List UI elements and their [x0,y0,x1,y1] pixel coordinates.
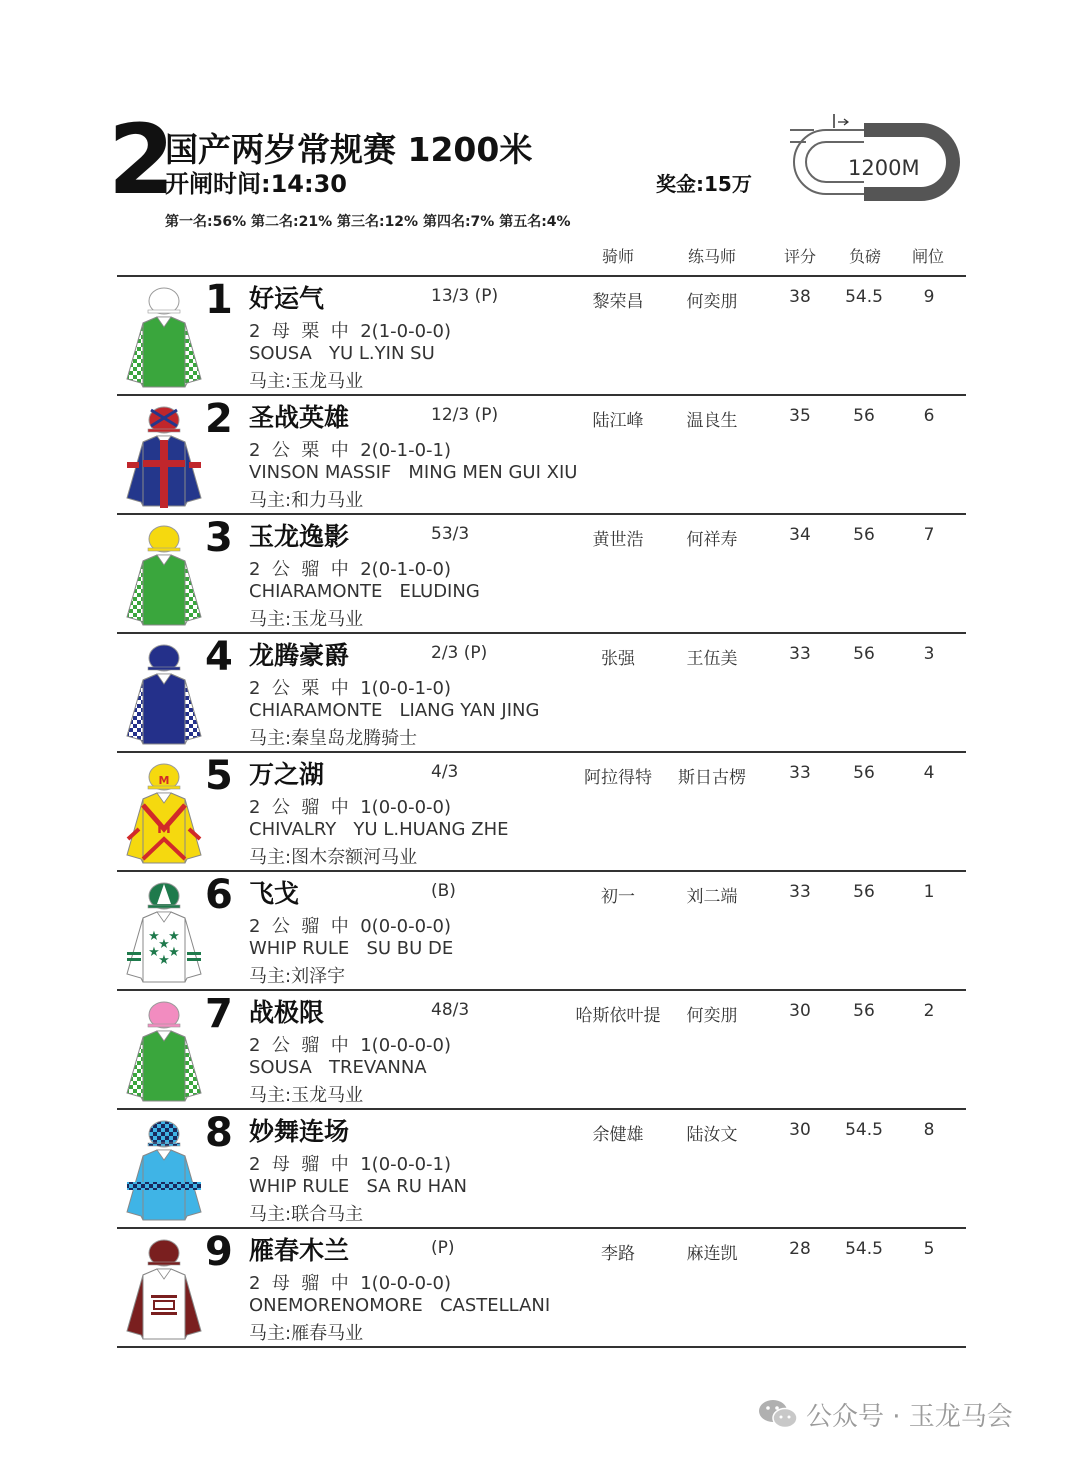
svg-text:★: ★ [158,953,170,968]
runner-number: 7 [205,991,233,1037]
jockey-name: 张强 [601,649,635,669]
jockey-name: 余健雄 [592,1125,644,1145]
runner-odds: 2/3 (P) [431,643,488,663]
rating-value: 34 [789,525,811,545]
rating-value: 33 [789,882,811,902]
svg-text:★: ★ [168,929,180,944]
sire-dam: SOUSA TREVANNA [249,1057,427,1078]
runner-row [117,991,966,1110]
horse-name: 飞戈 [249,879,300,908]
runner-odds: 13/3 (P) [431,286,499,306]
jockey-silks-icon [121,521,207,629]
trainer-name: 陆汝文 [686,1125,738,1145]
horse-owner: 马主:和力马业 [249,490,364,511]
row-divider [117,1346,966,1348]
sire-dam: VINSON MASSIF MING MEN GUI XIU [249,462,578,483]
horse-info: 2 公 骝 中 1(0-0-0-0) [249,797,452,818]
jockey-name: 阿拉得特 [584,768,652,788]
jockey-name: 黄世浩 [592,530,644,550]
horse-name: 龙腾豪爵 [249,641,350,670]
runner-row [117,1110,966,1229]
jockey-silks-icon [121,759,207,867]
horse-name: 万之湖 [249,760,325,789]
rating-value: 33 [789,763,811,783]
horse-owner: 马主:刘泽宇 [249,966,346,987]
runner-row [117,515,966,634]
race-number: 2 [108,104,175,216]
trainer-name: 麻连凯 [686,1244,738,1264]
weight-value: 54.5 [845,1120,883,1140]
col-header-rating: 评分 [784,247,817,266]
trainer-name: 温良生 [686,411,738,431]
draw-value: 5 [923,1239,935,1259]
footer-account-name: 公众号 · 玉龙马会 [806,1402,1013,1432]
weight-value: 54.5 [845,1239,883,1259]
rating-value: 35 [789,406,811,426]
weight-value: 56 [853,882,875,902]
race-prize: 奖金:15万 [656,172,752,196]
weight-value: 56 [853,644,875,664]
prize-split: 第一名:56% 第二名:21% 第三名:12% 第四名:7% 第五名:4% [165,214,571,230]
draw-value: 7 [923,525,935,545]
trainer-name: 刘二端 [686,887,738,907]
horse-owner: 马主:玉龙马业 [249,1085,364,1106]
trainer-name: 何祥寿 [686,530,738,550]
col-header-draw: 闸位 [912,247,945,266]
jockey-silks-icon [121,1235,207,1343]
horse-name: 好运气 [249,284,325,313]
runner-row [117,634,966,753]
sire-dam: CHIARAMONTE ELUDING [249,581,480,602]
runner-number: 8 [205,1110,233,1156]
horse-info: 2 母 栗 中 2(1-0-0-0) [249,321,452,342]
draw-value: 1 [923,882,935,902]
sire-dam: WHIP RULE SA RU HAN [249,1176,467,1197]
weight-value: 56 [853,1001,875,1021]
draw-value: 6 [923,406,935,426]
runner-number: 6 [205,872,233,918]
weight-value: 54.5 [845,287,883,307]
runner-number: 9 [205,1229,233,1275]
runner-row [117,872,966,991]
trainer-name: 斯日古楞 [678,768,746,788]
trainer-name: 王伍美 [686,649,738,669]
horse-name: 雁春木兰 [249,1236,350,1265]
horse-info: 2 公 骝 中 1(0-0-0-0) [249,1035,452,1056]
sire-dam: WHIP RULE SU BU DE [249,938,454,959]
runner-odds: 48/3 [431,1000,470,1020]
jockey-name: 哈斯依叶提 [575,1006,661,1026]
weight-value: 56 [853,406,875,426]
horse-name: 圣战英雄 [249,403,350,432]
runner-number: 3 [205,515,233,561]
runner-row [117,277,966,396]
horse-info: 2 母 骝 中 1(0-0-0-1) [249,1154,452,1175]
sire-dam: CHIVALRY YU L.HUANG ZHE [249,819,509,840]
horse-owner: 马主:图木奈额河马业 [249,847,418,868]
runner-number: 5 [205,753,233,799]
draw-value: 2 [923,1001,935,1021]
horse-info: 2 公 栗 中 1(0-0-1-0) [249,678,452,699]
trainer-name: 何奕朋 [686,1006,738,1026]
runner-odds: 4/3 [431,762,459,782]
race-title: 国产两岁常规赛 1200米 [165,130,533,169]
draw-value: 9 [923,287,935,307]
jockey-name: 李路 [601,1244,635,1264]
horse-info: 2 公 骝 中 0(0-0-0-0) [249,916,452,937]
draw-value: 4 [923,763,935,783]
track-distance-label: 1200M [848,156,920,180]
horse-owner: 马主:玉龙马业 [249,371,364,392]
horse-owner: 马主:雁春马业 [249,1323,364,1344]
jockey-silks-icon [121,878,207,986]
rating-value: 30 [789,1001,811,1021]
horse-name: 玉龙逸影 [249,522,350,551]
jockey-silks-icon [121,1116,207,1224]
rating-value: 30 [789,1120,811,1140]
race-start-time: 开闸时间:14:30 [165,170,347,198]
svg-text:★: ★ [148,945,160,960]
jockey-silks-icon [121,283,207,391]
horse-info: 2 母 骝 中 1(0-0-0-0) [249,1273,452,1294]
col-header-trainer: 练马师 [688,247,737,266]
horse-info: 2 公 骝 中 2(0-1-0-0) [249,559,452,580]
runner-row [117,396,966,515]
rating-value: 38 [789,287,811,307]
rating-value: 28 [789,1239,811,1259]
runner-row [117,1229,966,1348]
runner-row [117,753,966,872]
draw-value: 8 [923,1120,935,1140]
trainer-name: 何奕朋 [686,292,738,312]
col-header-jockey: 骑师 [602,247,635,266]
svg-text:★: ★ [168,945,180,960]
runner-number: 2 [205,396,233,442]
jockey-silks-icon [121,997,207,1105]
jockey-silks-icon [121,640,207,748]
weight-value: 56 [853,525,875,545]
jockey-name: 黎荣昌 [592,292,644,312]
runner-odds: 53/3 [431,524,470,544]
sire-dam: CHIARAMONTE LIANG YAN JING [249,700,540,721]
runner-odds: 12/3 (P) [431,405,499,425]
col-header-weight: 负磅 [849,247,882,266]
horse-owner: 马主:联合马主 [249,1204,364,1225]
svg-text:M: M [158,774,170,787]
jockey-name: 陆江峰 [592,411,644,431]
wechat-icon [757,1397,799,1431]
svg-text:★: ★ [158,937,170,952]
horse-owner: 马主:秦皇岛龙腾骑士 [249,728,418,749]
rating-value: 33 [789,644,811,664]
draw-value: 3 [923,644,935,664]
sire-dam: ONEMORENOMORE CASTELLANI [249,1295,551,1316]
runner-odds: (P) [431,1238,455,1258]
horse-info: 2 公 栗 中 2(0-1-0-1) [249,440,452,461]
svg-text:★: ★ [148,929,160,944]
jockey-silks-icon [121,402,207,510]
horse-name: 妙舞连场 [249,1117,350,1146]
svg-text:M: M [157,821,171,837]
jockey-name: 初一 [601,887,635,907]
horse-name: 战极限 [249,998,325,1027]
runner-odds: (B) [431,881,456,901]
runner-number: 4 [205,634,233,680]
weight-value: 56 [853,763,875,783]
runner-number: 1 [205,277,233,323]
sire-dam: SOUSA YU L.YIN SU [249,343,435,364]
horse-owner: 马主:玉龙马业 [249,609,364,630]
